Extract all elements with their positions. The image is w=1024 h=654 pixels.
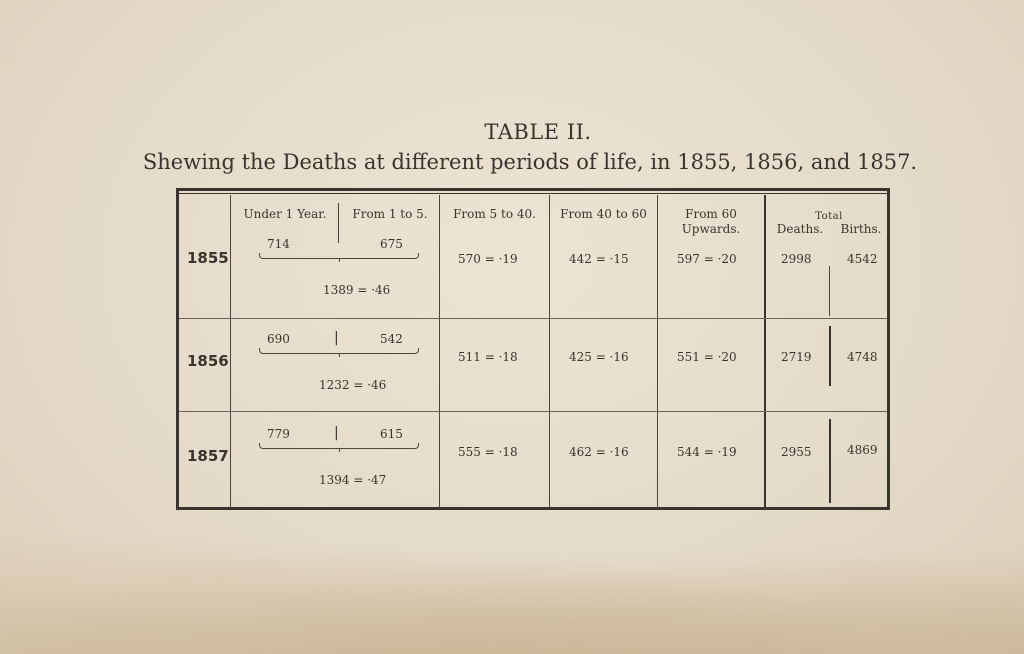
from1to5-1857: 615 [380,427,403,441]
under1-1856: 690 [267,332,290,346]
table-subtitle: Shewing the Deaths at different periods of life, in 1855, 1856, and 1857. [142,150,918,174]
year-1856: 1856 [187,352,229,370]
combined-1855: 1389 = ·46 [323,283,391,297]
from5to40-1857: 555 = ·18 [458,445,518,459]
header-births: Births. [840,222,882,236]
from5to40-1856: 511 = ·18 [458,350,518,364]
under1-1857: 779 [267,427,290,441]
col-rule-40to60 [549,195,550,508]
from60-1857: 544 = ·19 [677,445,737,459]
header-upwards: Upwards. [681,222,741,236]
table-double-rule [179,193,887,194]
col-rule-60up [657,195,658,508]
header-total: Total [815,211,843,222]
births-1855: 4542 [847,252,878,266]
col-rule-births-3 [829,419,831,503]
header-from-60: From 60 [685,207,737,221]
separator-1857: | [334,425,339,441]
col-rule-total [764,195,766,508]
col-rule-births-1 [829,266,830,316]
births-1857: 4869 [847,443,878,457]
row-rule-1857 [179,411,887,412]
from1to5-1856: 542 [380,332,403,346]
from40to60-1855: 442 = ·15 [569,252,629,266]
combined-1857: 1394 = ·47 [319,473,387,487]
brace-1856 [259,348,419,354]
deaths-table [176,188,890,510]
deaths-1856: 2719 [781,350,812,364]
under1-1855: 714 [267,237,290,251]
header-deaths: Deaths. [776,222,824,236]
header-from-5-to-40: From 5 to 40. [453,207,536,221]
col-rule-5to40 [439,195,440,508]
brace-1857 [259,443,419,449]
col-rule-year [230,195,231,508]
year-1855: 1855 [187,249,229,267]
col-rule-births-2 [829,326,831,386]
header-under-1-year: Under 1 Year. [243,207,327,221]
header-from-1-to-5: From 1 to 5. [352,207,428,221]
year-1857: 1857 [187,447,229,465]
from40to60-1857: 462 = ·16 [569,445,629,459]
separator-1856: | [334,330,339,346]
births-1856: 4748 [847,350,878,364]
from60-1856: 551 = ·20 [677,350,737,364]
from5to40-1855: 570 = ·19 [458,252,518,266]
from60-1855: 597 = ·20 [677,252,737,266]
deaths-1855: 2998 [781,252,812,266]
combined-1856: 1232 = ·46 [319,378,387,392]
table-title: TABLE II. [484,120,592,144]
from40to60-1856: 425 = ·16 [569,350,629,364]
water-stain [0,514,1024,654]
deaths-1857: 2955 [781,445,812,459]
header-from-40-to-60: From 40 to 60 [560,207,647,221]
row-rule-1856 [179,318,887,319]
col-rule-under1-header [338,203,339,243]
brace-1855 [259,253,419,259]
from1to5-1855: 675 [380,237,403,251]
